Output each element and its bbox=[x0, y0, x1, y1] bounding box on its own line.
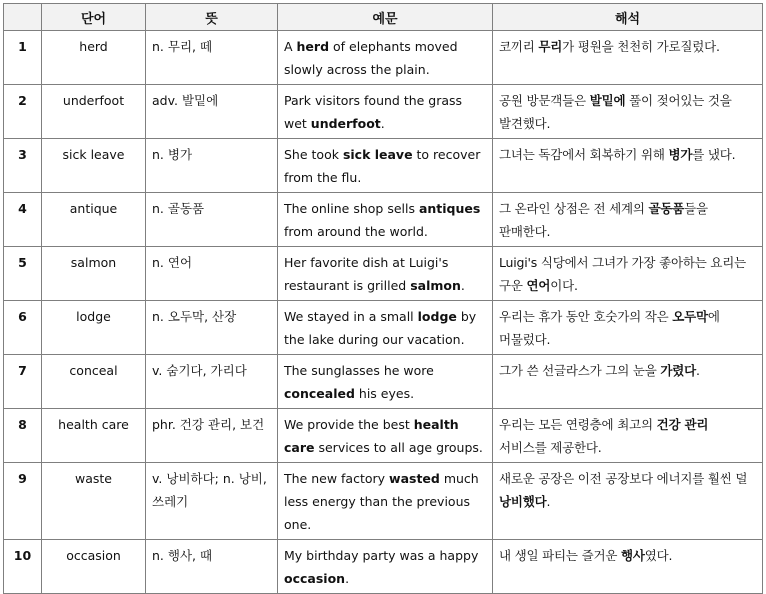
text-segment: 코끼리 bbox=[499, 39, 539, 54]
word-cell: health care bbox=[42, 409, 146, 463]
example-cell bbox=[278, 301, 493, 355]
example-cell bbox=[278, 409, 493, 463]
example-cell bbox=[278, 139, 493, 193]
row-number: 9 bbox=[4, 463, 42, 540]
text-segment: 공원 방문객들은 bbox=[499, 93, 590, 108]
meaning-cell: n. 병가 bbox=[146, 139, 278, 193]
text-segment: . bbox=[380, 116, 385, 131]
translation-cell bbox=[493, 85, 763, 139]
highlighted-term: 행사 bbox=[620, 548, 645, 563]
text-segment: 풀이 젖어있는 것을 발견했다. bbox=[499, 93, 732, 131]
header-row bbox=[4, 4, 763, 31]
text-segment: . bbox=[546, 494, 551, 509]
text-segment: 내 생일 파티는 즐거운 bbox=[499, 548, 621, 563]
row-number: 3 bbox=[4, 139, 42, 193]
text-segment: . bbox=[345, 571, 350, 586]
example-cell bbox=[278, 85, 493, 139]
header-number bbox=[4, 4, 42, 31]
word-cell: herd bbox=[42, 31, 146, 85]
highlighted-term: occasion bbox=[284, 571, 346, 586]
translation-cell bbox=[493, 409, 763, 463]
text-segment: 들을 판매한다. bbox=[499, 201, 708, 239]
meaning-cell: n. 무리, 떼 bbox=[146, 31, 278, 85]
highlighted-term: concealed bbox=[284, 386, 355, 401]
highlighted-term: 낭비했다 bbox=[499, 494, 547, 509]
word-cell: salmon bbox=[42, 247, 146, 301]
highlighted-term: 가렸다 bbox=[660, 363, 697, 378]
text-segment: 가 평원을 천천히 가로질렀다. bbox=[562, 39, 720, 54]
header-translation: 해석 bbox=[493, 4, 763, 31]
text-segment: services to all age groups. bbox=[314, 440, 483, 455]
text-segment: The sunglasses he wore bbox=[284, 363, 434, 378]
meaning-cell: n. 오두막, 산장 bbox=[146, 301, 278, 355]
text-segment: by the lake during our vacation. bbox=[284, 309, 477, 347]
text-segment: A bbox=[284, 39, 297, 54]
text-segment: Park visitors found the grass wet bbox=[284, 93, 463, 131]
text-segment: 에 머물렀다. bbox=[499, 309, 720, 347]
header-example: 예문 bbox=[278, 4, 493, 31]
table-row bbox=[4, 85, 763, 139]
translation-cell bbox=[493, 463, 763, 540]
text-segment: . bbox=[460, 278, 465, 293]
translation-cell bbox=[493, 139, 763, 193]
text-segment: 우리는 모든 연령층에 최고의 bbox=[499, 417, 657, 432]
text-segment: 를 냈다. bbox=[692, 147, 736, 162]
word-cell: underfoot bbox=[42, 85, 146, 139]
text-segment: much less energy than the previous one. bbox=[284, 471, 479, 532]
example-cell bbox=[278, 355, 493, 409]
table-row bbox=[4, 301, 763, 355]
vocabulary-rows bbox=[4, 31, 763, 594]
table-row bbox=[4, 409, 763, 463]
example-cell bbox=[278, 463, 493, 540]
meaning-cell: phr. 건강 관리, 보건 bbox=[146, 409, 278, 463]
highlighted-term: antiques bbox=[418, 201, 481, 216]
text-segment: We stayed in a small bbox=[284, 309, 418, 324]
highlighted-term: herd bbox=[296, 39, 330, 54]
text-segment: his eyes. bbox=[354, 386, 415, 401]
table-row bbox=[4, 31, 763, 85]
highlighted-term: wasted bbox=[389, 471, 440, 486]
highlighted-term: 병가 bbox=[668, 147, 693, 162]
highlighted-term: 발밑에 bbox=[589, 93, 626, 108]
text-segment: 이다. bbox=[550, 278, 578, 293]
row-number: 8 bbox=[4, 409, 42, 463]
meaning-cell: adv. 발밑에 bbox=[146, 85, 278, 139]
text-segment: We provide the best bbox=[284, 417, 414, 432]
highlighted-term: 오두막 bbox=[672, 309, 708, 324]
highlighted-term: sick leave bbox=[342, 147, 413, 162]
word-cell: waste bbox=[42, 463, 146, 540]
example-cell bbox=[278, 247, 493, 301]
row-number: 4 bbox=[4, 193, 42, 247]
text-segment: to recover from the flu. bbox=[284, 147, 481, 185]
word-cell: antique bbox=[42, 193, 146, 247]
row-number: 5 bbox=[4, 247, 42, 301]
text-segment: Luigi's 식당에서 그녀가 가장 좋아하는 요리는 구운 bbox=[499, 255, 746, 293]
table-row bbox=[4, 139, 763, 193]
row-number: 2 bbox=[4, 85, 42, 139]
row-number: 1 bbox=[4, 31, 42, 85]
text-segment: from around the world. bbox=[284, 224, 428, 239]
meaning-cell: v. 숨기다, 가리다 bbox=[146, 355, 278, 409]
example-cell bbox=[278, 193, 493, 247]
text-segment: 새로운 공장은 이전 공장보다 에너지를 훨씬 덜 bbox=[499, 471, 748, 486]
row-number: 6 bbox=[4, 301, 42, 355]
translation-cell bbox=[493, 247, 763, 301]
table-row bbox=[4, 193, 763, 247]
translation-cell bbox=[493, 31, 763, 85]
row-number: 7 bbox=[4, 355, 42, 409]
highlighted-term: lodge bbox=[417, 309, 457, 324]
translation-cell bbox=[493, 540, 763, 594]
vocabulary-table bbox=[3, 3, 763, 594]
text-segment: My birthday party was a happy bbox=[284, 548, 479, 563]
highlighted-term: 건강 관리 bbox=[656, 417, 709, 432]
text-segment: 그녀는 독감에서 회복하기 위해 bbox=[499, 147, 669, 162]
text-segment: 우리는 휴가 동안 호숫가의 작은 bbox=[499, 309, 673, 324]
highlighted-term: health care bbox=[284, 417, 459, 455]
highlighted-term: 무리 bbox=[538, 39, 563, 54]
example-cell bbox=[278, 31, 493, 85]
text-segment: The new factory bbox=[284, 471, 390, 486]
table-row bbox=[4, 463, 763, 540]
highlighted-term: salmon bbox=[410, 278, 461, 293]
word-cell: conceal bbox=[42, 355, 146, 409]
highlighted-term: 연어 bbox=[526, 278, 551, 293]
text-segment: . bbox=[696, 363, 700, 378]
word-cell: sick leave bbox=[42, 139, 146, 193]
row-number: 10 bbox=[4, 540, 42, 594]
highlighted-term: 골동품 bbox=[648, 201, 685, 216]
text-segment: 그가 쓴 선글라스가 그의 눈을 bbox=[499, 363, 661, 378]
meaning-cell: n. 행사, 때 bbox=[146, 540, 278, 594]
text-segment: Her favorite dish at Luigi's restaurant is grilled bbox=[284, 255, 449, 293]
translation-cell bbox=[493, 193, 763, 247]
meaning-cell: n. 골동품 bbox=[146, 193, 278, 247]
translation-cell bbox=[493, 355, 763, 409]
text-segment: 그 온라인 상점은 전 세계의 bbox=[499, 201, 649, 216]
highlighted-term: underfoot bbox=[310, 116, 381, 131]
header-word: 단어 bbox=[42, 4, 146, 31]
text-segment: The online shop sells bbox=[284, 201, 419, 216]
word-cell: lodge bbox=[42, 301, 146, 355]
text-segment: 서비스를 제공한다. bbox=[499, 440, 602, 455]
header-meaning: 뜻 bbox=[146, 4, 278, 31]
meaning-cell: v. 낭비하다; n. 낭비, 쓰레기 bbox=[146, 463, 278, 540]
table-row bbox=[4, 247, 763, 301]
text-segment: of elephants moved slowly across the plain. bbox=[284, 39, 458, 77]
table-row bbox=[4, 355, 763, 409]
meaning-cell: n. 연어 bbox=[146, 247, 278, 301]
text-segment: 였다. bbox=[644, 548, 673, 563]
translation-cell bbox=[493, 301, 763, 355]
table-row bbox=[4, 540, 763, 594]
word-cell: occasion bbox=[42, 540, 146, 594]
vocabulary-sheet bbox=[3, 3, 763, 594]
example-cell bbox=[278, 540, 493, 594]
text-segment: She took bbox=[284, 147, 343, 162]
